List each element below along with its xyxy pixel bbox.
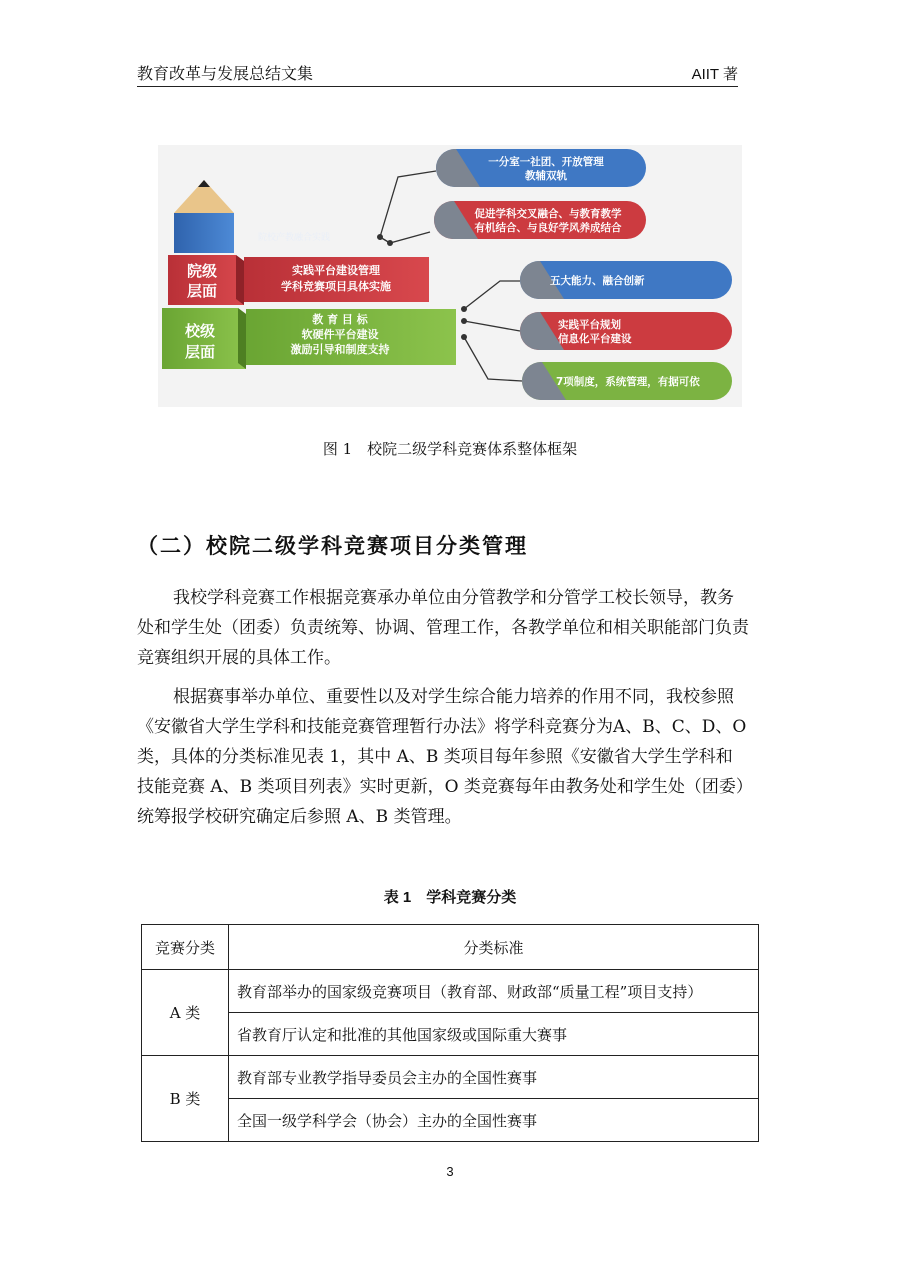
paragraph-2: 根据赛事举办单位、重要性以及对学生综合能力培养的作用不同，我校参照《安徽省大学生学科和技能竞赛管理暂行办法》将学科竞赛分为A、B、C、D、O 类，具体的分类标准见表 1，其中 A、B 类项目每年参照《安徽省大学生学科和技能竞赛 A、B 类项目列表》实时更新，O 类竞赛每年由教务处和学生处（团委）统筹报学校研究确定后参照 A、B 类管理。 <box>137 687 747 827</box>
classification-table <box>141 924 759 1142</box>
pencil-body <box>174 213 234 253</box>
bubble-bottom-3 <box>522 362 732 400</box>
school-box-line-1: 教 育 目 标 <box>312 313 368 326</box>
page-number: 3 <box>446 1164 454 1179</box>
standard-cell: 全国一级学科学会（协会）主办的全国性赛事 <box>229 1099 759 1142</box>
header-title: 教育改革与发展总结文集 <box>137 64 314 83</box>
connector-bottom-1 <box>464 281 520 309</box>
header-standard: 分类标准 <box>229 925 759 970</box>
table-header-row <box>142 925 759 970</box>
college-box-line-2: 学科竞赛项目具体实施 <box>281 280 391 293</box>
bubble-top-1 <box>436 149 646 187</box>
category-cell: B 类 <box>142 1056 229 1142</box>
table-row <box>142 1013 759 1056</box>
connector-bottom-3 <box>464 337 522 381</box>
paragraph-1: 我校学科竞赛工作根据竞赛承办单位由分管教学和分管学工校长领导，教务处和学生处（团委）负责统筹、协调、管理工作，各教学单位和相关职能部门负责竞赛组织开展的具体工作。 <box>137 588 749 668</box>
framework-diagram <box>158 145 742 407</box>
framework-figure <box>158 145 742 407</box>
school-box-line-3: 激励引导和制度支持 <box>290 343 390 356</box>
table-row <box>142 970 759 1013</box>
school-box-line-2: 软硬件平台建设 <box>301 328 379 341</box>
school-level-label-2: 层面 <box>184 343 216 361</box>
standard-cell: 教育部专业教学指导委员会主办的全国性赛事 <box>229 1056 759 1099</box>
svg-text:五大能力、融合创新: 五大能力、融合创新 <box>550 275 645 287</box>
standard-cell: 教育部举办的国家级竞赛项目（教育部、财政部“质量工程”项目支持） <box>229 970 759 1013</box>
figure-caption: 图 1 校院二级学科竞赛体系整体框架 <box>322 440 578 458</box>
bubble-bottom-1 <box>520 261 732 299</box>
connector-bottom-2 <box>464 321 520 331</box>
table-row <box>142 1056 759 1099</box>
college-level-label-1: 院级 <box>186 262 218 280</box>
svg-text:促进学科交叉融合、与教育教学: 促进学科交叉融合、与教育教学 <box>474 208 622 220</box>
table-title: 表 1 学科竞赛分类 <box>383 889 517 906</box>
header-author: AIIT 著 <box>691 66 738 83</box>
table-row <box>142 1099 759 1142</box>
svg-text:7项制度，系统管理，有据可依: 7项制度，系统管理，有据可依 <box>556 376 700 388</box>
college-level-label-2: 层面 <box>186 282 218 300</box>
college-box-line-1: 实践平台建设管理 <box>292 264 380 277</box>
school-level-label-1: 校级 <box>184 322 216 340</box>
category-cell: A 类 <box>142 970 229 1056</box>
svg-text:教辅双轨: 教辅双轨 <box>525 170 567 182</box>
section-title: （二）校院二级学科竞赛项目分类管理 <box>137 533 528 558</box>
svg-text:有机结合、与良好学风养成结合: 有机结合、与良好学风养成结合 <box>474 222 622 234</box>
svg-text:信息化平台建设: 信息化平台建设 <box>558 333 632 345</box>
svg-text:实践平台规划: 实践平台规划 <box>558 319 621 331</box>
bubble-top-2 <box>434 201 646 239</box>
standard-cell: 省教育厅认定和批准的其他国家级或国际重大赛事 <box>229 1013 759 1056</box>
svg-text:一分室一社团、开放管理: 一分室一社团、开放管理 <box>488 156 604 168</box>
bubble-bottom-2 <box>520 312 732 350</box>
pencil-top-text: 院校产教融合实践 <box>258 233 331 243</box>
header-category: 竞赛分类 <box>142 925 229 970</box>
page-header <box>137 64 738 87</box>
